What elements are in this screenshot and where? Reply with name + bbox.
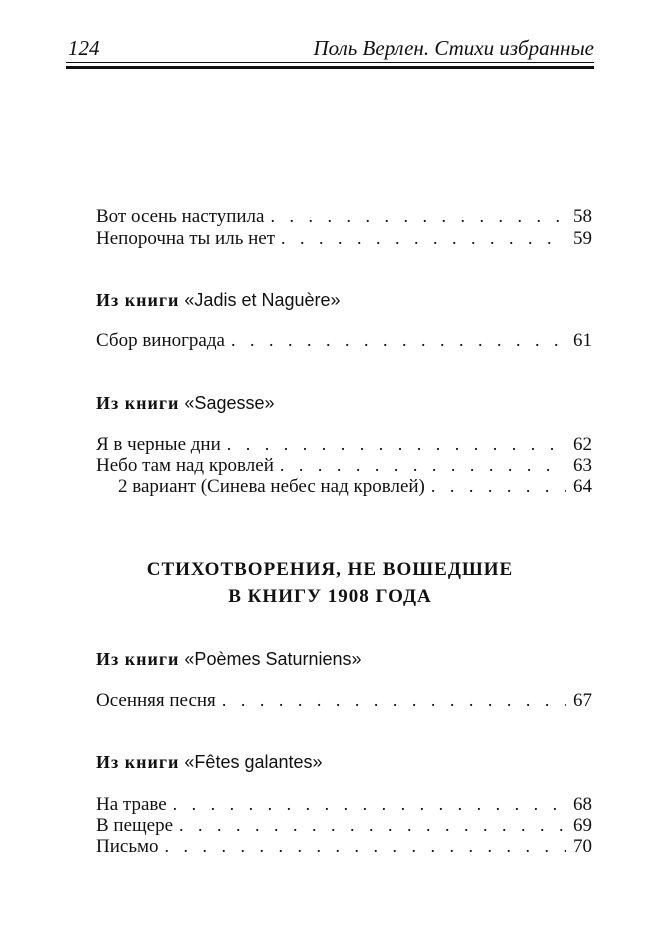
header-rule-thin bbox=[66, 62, 594, 63]
toc-entry-page: 67 bbox=[573, 690, 592, 711]
toc-entry-page: 70 bbox=[573, 836, 592, 857]
toc-entry-page: 69 bbox=[573, 815, 592, 836]
toc-entry-page: 64 bbox=[573, 476, 592, 497]
subsection-heading bbox=[96, 751, 323, 773]
subsection-heading bbox=[96, 648, 362, 670]
dot-leader bbox=[227, 433, 566, 455]
toc-entry bbox=[96, 814, 592, 836]
toc-entry-page: 63 bbox=[573, 455, 592, 476]
toc-entry-title: Вот осень наступила bbox=[96, 206, 265, 227]
toc-entry-title: Сбор винограда bbox=[96, 330, 225, 351]
subsection-lead: Из книги bbox=[96, 752, 180, 772]
dot-leader bbox=[165, 835, 566, 857]
toc-entry-title: В пещере bbox=[96, 815, 174, 836]
toc-entry-title: Непорочна ты иль нет bbox=[96, 228, 276, 249]
toc-entry bbox=[96, 835, 592, 857]
toc-entry-page: 58 bbox=[573, 206, 592, 227]
toc-entry bbox=[96, 205, 592, 227]
subsection-heading bbox=[96, 289, 341, 311]
dot-leader bbox=[270, 205, 566, 227]
toc-entry-page: 62 bbox=[573, 434, 592, 455]
running-header bbox=[68, 30, 594, 60]
subsection-lead: Из книги bbox=[96, 649, 180, 669]
toc-entry-page: 61 bbox=[573, 330, 592, 351]
dot-leader bbox=[231, 329, 566, 351]
subsection-title: «Sagesse» bbox=[184, 393, 275, 413]
toc-entry bbox=[96, 793, 592, 815]
toc-entry-title: 2 вариант (Синева небес над кровлей) bbox=[118, 476, 425, 497]
toc-entry-title: Я в черные дни bbox=[96, 434, 221, 455]
subsection-lead: Из книги bbox=[96, 393, 180, 413]
toc-entry-title: Письмо bbox=[96, 836, 159, 857]
subsection-title: «Jadis et Naguère» bbox=[184, 290, 341, 310]
subsection-title: «Fêtes galantes» bbox=[184, 752, 323, 772]
toc-entry bbox=[96, 329, 592, 351]
dot-leader bbox=[431, 475, 566, 497]
toc-entry bbox=[96, 227, 592, 249]
toc-entry bbox=[96, 433, 592, 455]
dot-leader bbox=[280, 454, 566, 476]
subsection-lead: Из книги bbox=[96, 290, 180, 310]
toc-entry-title: Небо там над кровлей bbox=[96, 455, 274, 476]
toc-entry-title: На траве bbox=[96, 794, 167, 815]
page-number: 124 bbox=[68, 36, 100, 60]
toc-entry bbox=[96, 454, 592, 476]
section-heading-line-1: СТИХОТВОРЕНИЯ, НЕ ВОШЕДШИЕ bbox=[146, 559, 514, 580]
toc-entry-title: Осенняя песня bbox=[96, 690, 216, 711]
toc-entry-variant bbox=[118, 475, 592, 497]
toc-entry-page: 68 bbox=[573, 794, 592, 815]
section-heading bbox=[66, 556, 594, 610]
dot-leader bbox=[173, 793, 566, 815]
dot-leader bbox=[281, 227, 566, 249]
toc-entry-page: 59 bbox=[573, 228, 592, 249]
subsection-heading bbox=[96, 392, 275, 414]
dot-leader bbox=[179, 814, 566, 836]
running-title: Поль Верлен. Стихи избранные bbox=[313, 36, 594, 60]
subsection-title: «Poèmes Saturniens» bbox=[184, 649, 362, 669]
toc-entry bbox=[96, 689, 592, 711]
section-heading-line-2: В КНИГУ 1908 ГОДА bbox=[228, 586, 432, 607]
dot-leader bbox=[222, 689, 566, 711]
header-rule-thick bbox=[66, 66, 594, 69]
